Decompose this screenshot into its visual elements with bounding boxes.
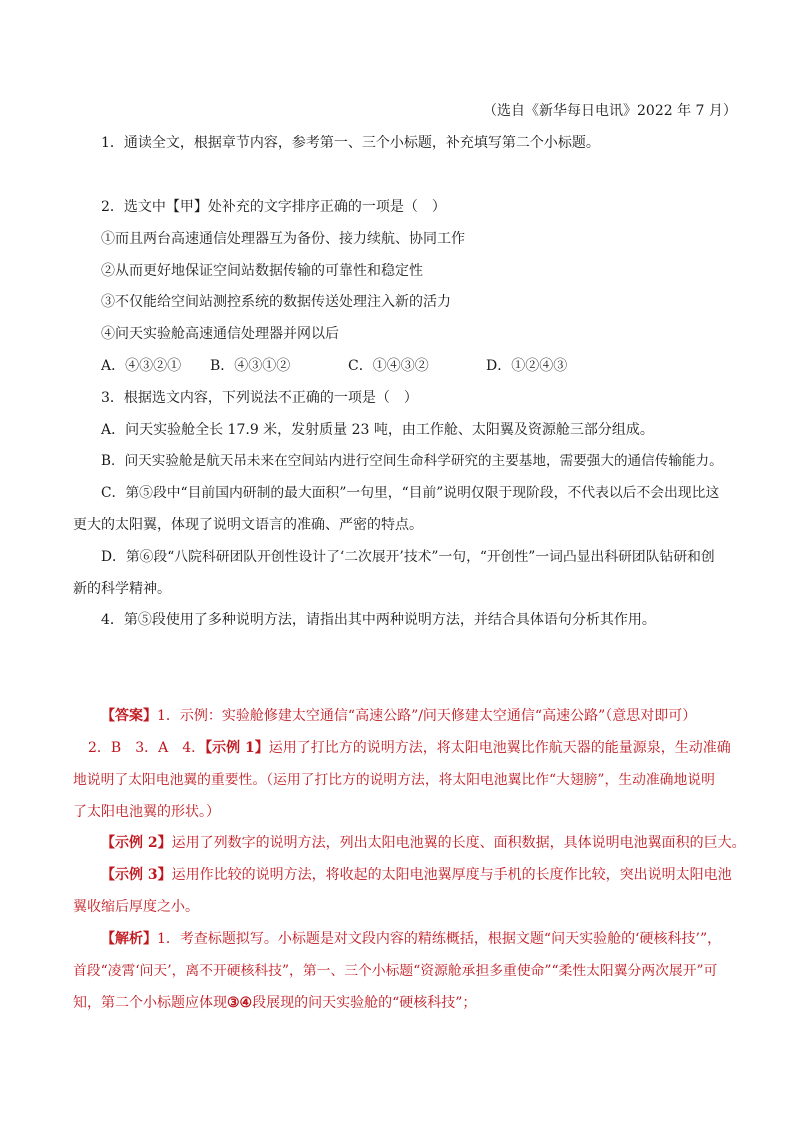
analysis-text-3a: 知，第二个小标题应体现: [73, 995, 227, 1011]
answer-line-1: [101, 706, 696, 726]
question-2-item-3: ③不仅能给空间站测控系统的数据传送处理注入新的活力: [101, 294, 451, 310]
analysis-line-2: 首段“凌霄‘问天’，离不开硬核科技”，第一、三个小标题“资源舱承担多重使命”“柔性太阳翼分两次展开”可: [73, 963, 718, 979]
question-3-option-a: A．问天实验舱全长 17.9 米，发射质量 23 吨，由工作舱、太阳翼及资源舱三部分组成。: [101, 422, 654, 438]
question-2-option-d: D．①②④③: [486, 358, 568, 374]
analysis-text-3c: 段展现的问天实验舱的“硬核科技”；: [252, 995, 477, 1011]
answer-line-2: [88, 738, 731, 758]
question-2-item-2: ②从而更好地保证空间站数据传输的可靠性和稳定性: [101, 263, 423, 279]
answer-text-2b: 运用了打比方的说明方法，将太阳电池翼比作航天器的能量源泉，生动准确: [268, 740, 731, 756]
analysis-text-1: 1．考查标题拟写。小标题是对文段内容的精练概括，根据文题“问天实验舱的‘硬核科技’”，: [157, 931, 722, 947]
answer-line-5: [101, 833, 746, 853]
example-2-tag: 【示例 2】: [101, 835, 172, 851]
question-3-option-d-line-1: D．第⑥段“八院科研团队开创性设计了‘二次展开’技术”一句，“开创性”一词凸显出科研团队钻研和创: [101, 549, 715, 565]
example-3-tag: 【示例 3】: [101, 867, 172, 883]
question-3-option-d-line-2: 新的科学精神。: [73, 581, 171, 597]
answer-line-4: 了太阳电池翼的形状。）: [73, 804, 220, 820]
answer-text-2a: 2．B 3．A 4．: [88, 740, 206, 756]
answer-text-5: 运用了列数字的说明方法，列出太阳电池翼的长度、面积数据，具体说明电池翼面积的巨大。: [171, 835, 746, 851]
question-2-option-c: C．①④③②: [348, 358, 429, 374]
answer-text-6: 运用作比较的说明方法，将收起的太阳电池翼厚度与手机的长度作比较，突出说明太阳电池: [171, 867, 732, 883]
answer-tag: 【答案】: [101, 708, 157, 724]
question-2-stem: 2．选文中【甲】处补充的文字排序正确的一项是（ ）: [101, 199, 446, 215]
analysis-text-3b: ③④: [227, 995, 253, 1011]
question-2-item-1: ①而且两台高速通信处理器互为备份、接力续航、协同工作: [101, 231, 465, 247]
analysis-line-3: [73, 993, 476, 1013]
analysis-tag: 【解析】: [101, 931, 157, 947]
example-1-tag: 【示例 1】: [205, 740, 269, 756]
question-1: 1．通读全文，根据章节内容，参考第一、三个小标题，补充填写第二个小标题。: [101, 135, 600, 151]
question-2-option-a: A．④③②①: [101, 358, 182, 374]
question-3-stem: 3．根据选文内容，下列说法不正确的一项是（ ）: [101, 390, 418, 406]
source-citation: （选自《新华每日电讯》2022 年 7 月）: [483, 103, 737, 119]
question-3-option-c-line-2: 更大的太阳翼，体现了说明文语言的准确、严密的特点。: [73, 517, 423, 533]
answer-line-6: [101, 865, 732, 885]
question-2-option-b: B．④③①②: [210, 358, 291, 374]
answer-line-7: 翼收缩后厚度之小。: [73, 899, 199, 915]
analysis-line-1: [101, 929, 721, 949]
question-4: 4．第⑤段使用了多种说明方法，请指出其中两种说明方法，并结合具体语句分析其作用。: [101, 612, 656, 628]
question-2-item-4: ④问天实验舱高速通信处理器并网以后: [101, 326, 339, 342]
question-3-option-c-line-1: C．第⑤段中“目前国内研制的最大面积”一句里，“目前”说明仅限于现阶段，不代表以后不会出现比这: [101, 485, 720, 501]
question-3-option-b: B．问天实验舱是航天吊未来在空间站内进行空间生命科学研究的主要基地，需要强大的通信传输能力。: [101, 453, 723, 469]
answer-line-3: 地说明了太阳电池翼的重要性。（运用了打比方的说明方法，将太阳电池翼比作“大翅膀”，生动准确地说明: [73, 772, 715, 788]
answer-text-1: 1．示例：实验舱修建太空通信“高速公路”/问天修建太空通信“高速公路”（意思对即可）: [157, 708, 697, 724]
